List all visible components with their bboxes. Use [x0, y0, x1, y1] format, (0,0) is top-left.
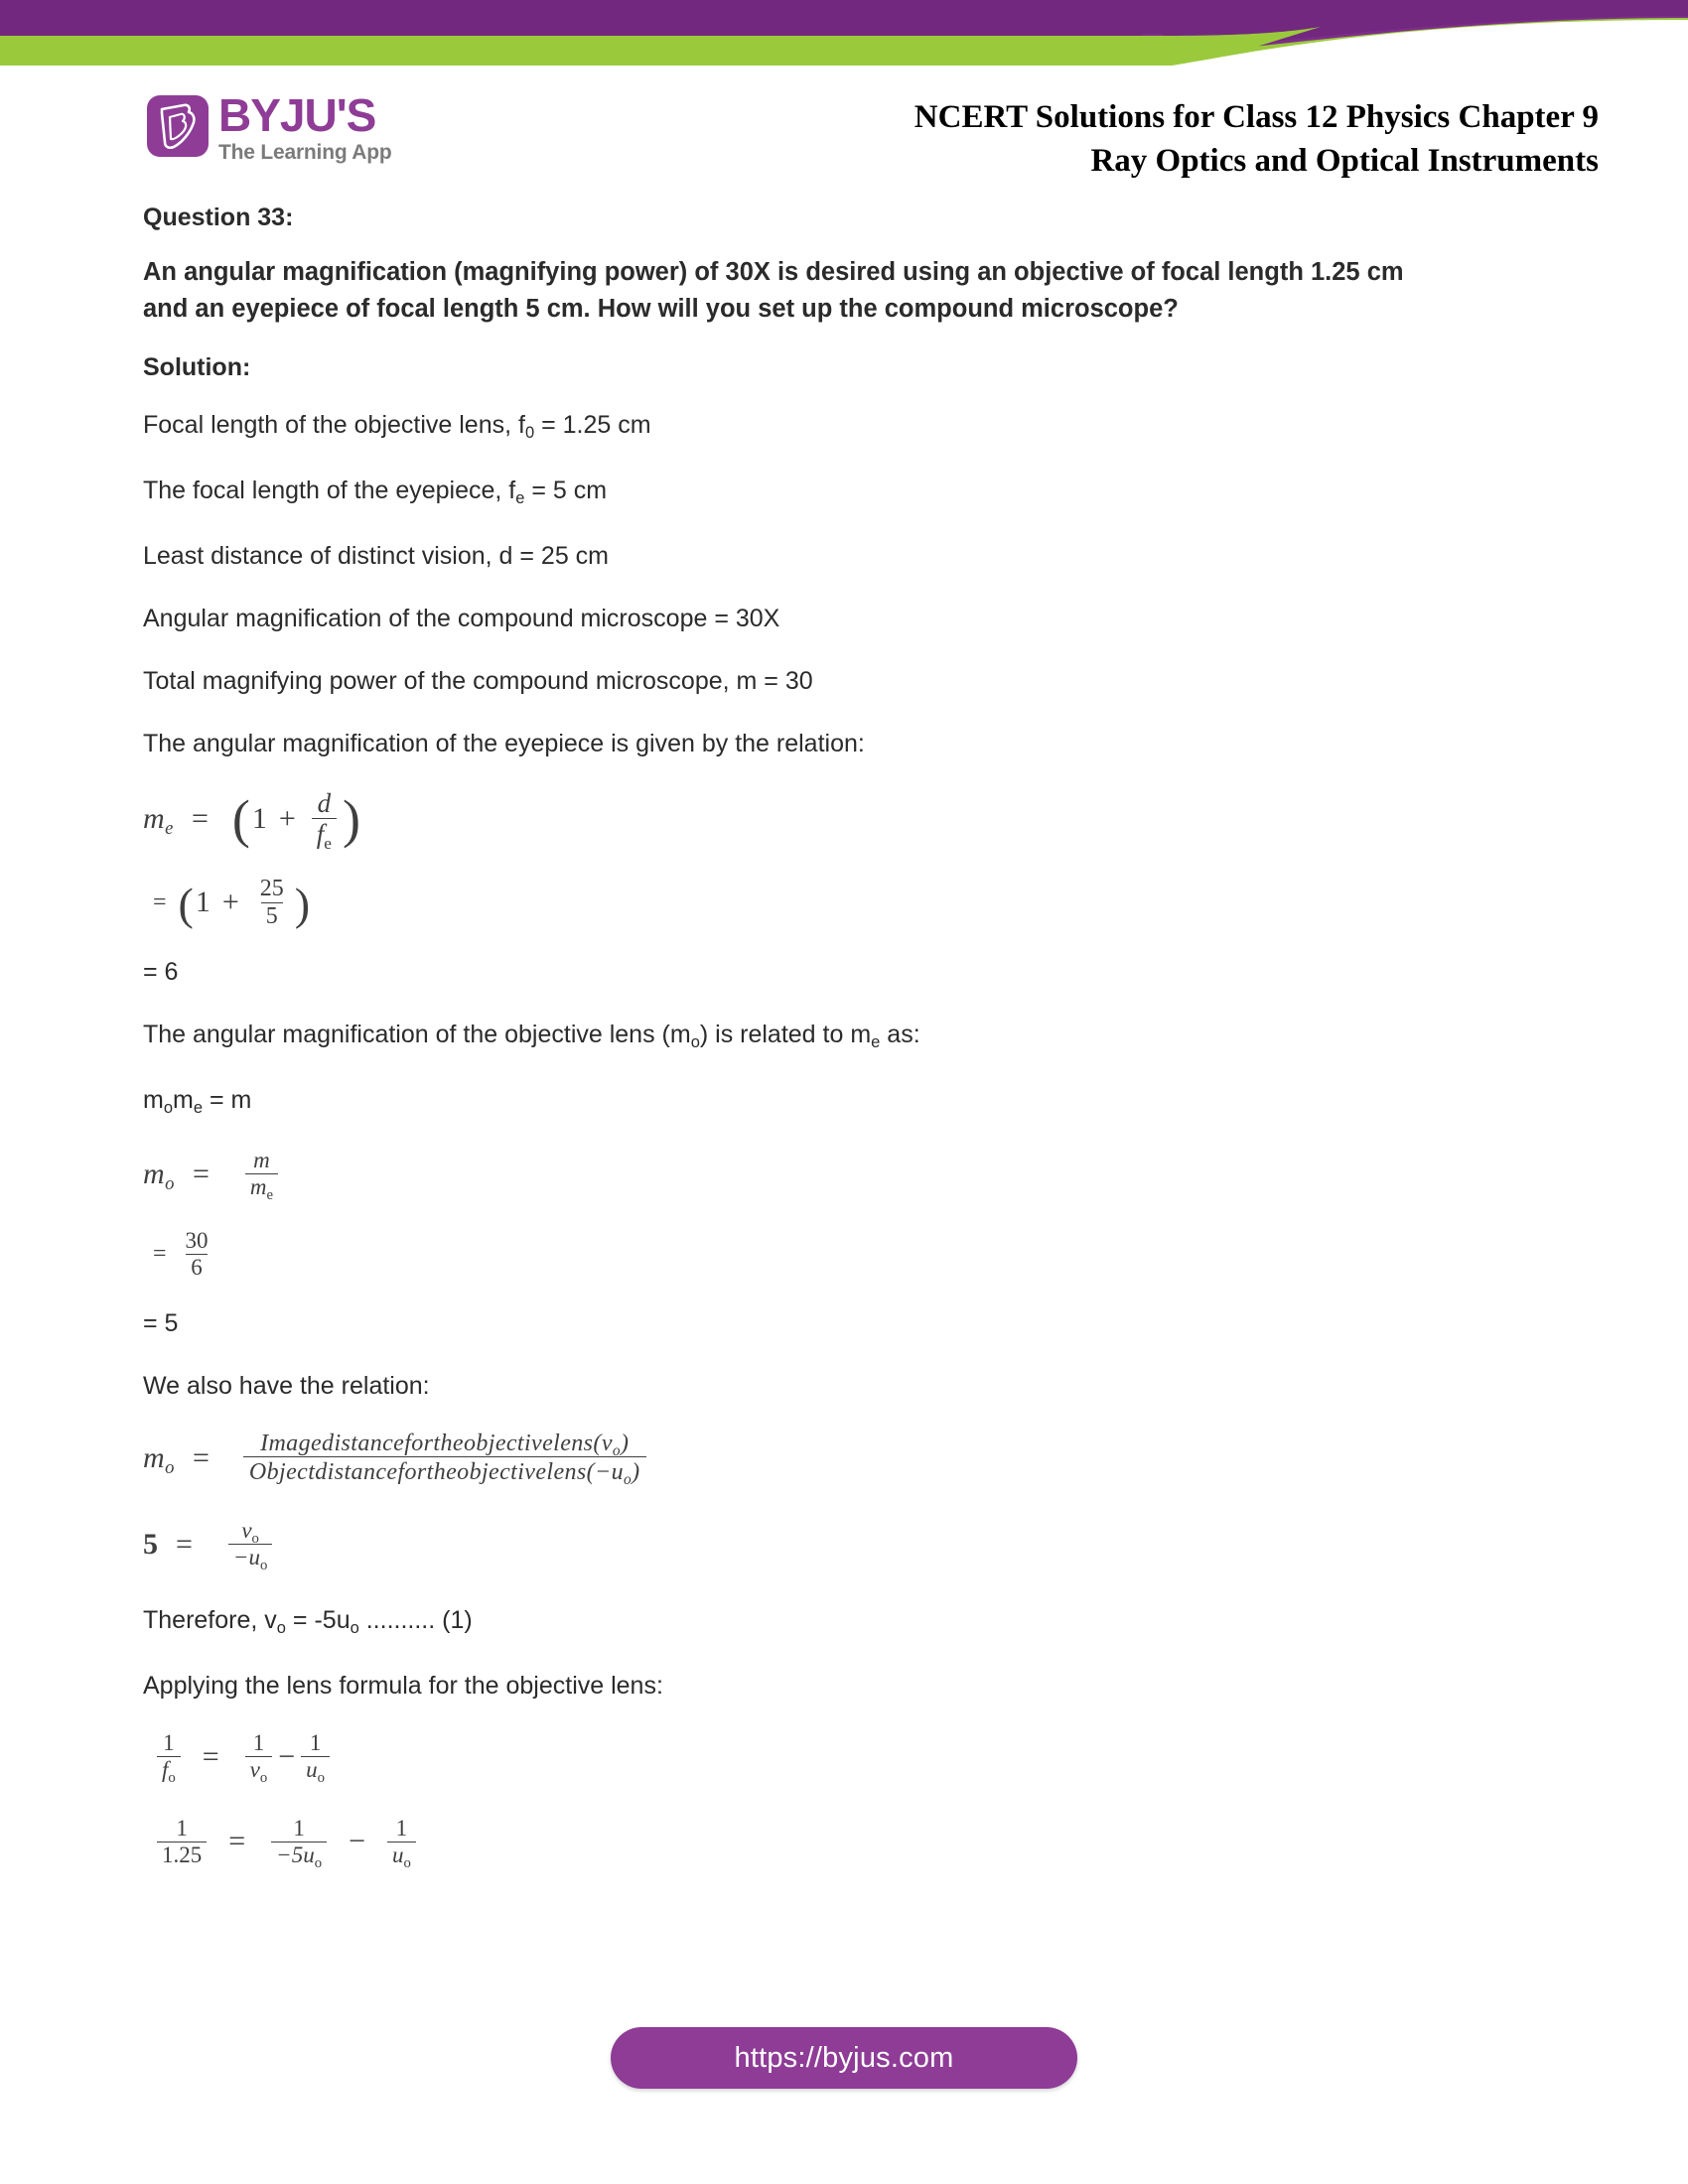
me-equals: =	[191, 801, 209, 835]
result-me-value: = 6	[143, 958, 179, 987]
lenssub-rhs2-num: 1	[395, 1815, 408, 1841]
mo-sub-equals: =	[153, 1241, 167, 1268]
mo-words-fraction	[243, 1430, 646, 1488]
line-mome-equals-m	[143, 1083, 1553, 1120]
lens-lhs-fraction	[157, 1730, 181, 1787]
question-label: Question 33:	[143, 204, 294, 231]
page-footer	[0, 2005, 1688, 2184]
lens-rhs2-den: $u_o$	[301, 1756, 330, 1782]
me-sub-plus: +	[221, 886, 239, 919]
me-sub-open-paren: (	[178, 878, 194, 929]
lenssub-rhs1-fraction	[271, 1815, 327, 1871]
mo-lhs: $m_o$	[143, 1157, 175, 1194]
formula-mo-definition	[143, 1148, 1553, 1204]
byjus-b-icon	[147, 95, 209, 157]
mo-equals: =	[192, 1157, 210, 1190]
me-sub-numerator: 25	[259, 875, 284, 901]
line-objective-relation-intro	[143, 1018, 1553, 1054]
five-fraction	[228, 1518, 272, 1573]
obj-rel-b: ) is related to m	[699, 1021, 872, 1049]
line-therefore-vo	[143, 1603, 1553, 1640]
formula-me-substituted	[143, 877, 1553, 929]
line-focal-length-eyepiece	[143, 474, 1553, 510]
obj-rel-sub1: o	[690, 1033, 700, 1051]
formula-me-definition	[143, 788, 1553, 854]
lens-rhs1-den: $v_o$	[245, 1756, 273, 1782]
focal-objective-sub: 0	[524, 423, 535, 442]
mo-sub-denominator: 6	[186, 1254, 208, 1280]
mome-c: = m	[203, 1086, 252, 1115]
lenssub-lhs-den: 1.25	[157, 1842, 207, 1867]
lens-minus: −	[278, 1739, 296, 1773]
five-lhs: 5	[143, 1527, 158, 1561]
line-angular-magnification: Angular magnification of the compound microscope = 30X	[143, 605, 780, 632]
lens-lhs-num: 1	[163, 1730, 175, 1756]
mo-words-lhs: $m_o$	[143, 1440, 175, 1478]
focal-objective-text-a: Focal length of the objective lens, f	[143, 411, 525, 439]
five-numerator: $v_o$	[241, 1518, 259, 1547]
lens-rhs1-fraction	[245, 1730, 273, 1787]
mo-words-numerator: $Imagedistancefortheobjectivelens(v_o)$	[260, 1430, 630, 1459]
byjus-url-button[interactable]	[611, 2027, 1077, 2089]
me-lhs: $m_e$	[143, 801, 174, 839]
formula-mo-words	[143, 1430, 1553, 1488]
mo-fraction	[245, 1148, 278, 1204]
focal-eyepiece-sub: e	[515, 488, 525, 507]
line-applying-lens-formula: Applying the lens formula for the objective lens:	[143, 1672, 663, 1701]
me-plus: +	[278, 801, 296, 835]
result-mo-value: = 5	[143, 1308, 179, 1337]
me-sub-one: 1	[195, 886, 211, 919]
lens-rhs2-num: 1	[309, 1730, 322, 1756]
lenssub-rhs2-den: $u_o$	[387, 1842, 416, 1867]
me-sub-fraction	[255, 877, 289, 929]
line-total-magnifying-power: Total magnifying power of the compound microscope, m = 30	[143, 667, 813, 695]
mome-sub1: o	[163, 1099, 174, 1117]
logo-subtitle: The Learning App	[218, 141, 392, 164]
therefore-a: Therefore, v	[143, 1606, 277, 1635]
obj-rel-a: The angular magnification of the objective lens (m	[143, 1021, 691, 1049]
top-banner	[0, 0, 1688, 79]
focal-eyepiece-text-b: = 5 cm	[524, 477, 608, 504]
mome-sub2: e	[193, 1099, 204, 1117]
focal-eyepiece-text-a: The focal length of the eyepiece, f	[143, 477, 516, 504]
me-denominator: $f_e$	[312, 818, 337, 848]
obj-rel-c: as:	[880, 1021, 920, 1049]
lenssub-rhs1-den: $-5u_o$	[271, 1842, 327, 1867]
five-denominator: $-u_o$	[228, 1544, 272, 1570]
me-one: 1	[251, 801, 267, 835]
lenssub-equals: =	[228, 1825, 246, 1858]
banner-purple-bar	[0, 0, 1172, 34]
line-we-also-have: We also have the relation:	[143, 1371, 430, 1400]
line-least-distance: Least distance of distinct vision, d = 25 cm	[143, 542, 609, 570]
lenssub-lhs-num: 1	[176, 1815, 188, 1841]
page-title	[914, 95, 1599, 183]
byjus-logo	[147, 89, 392, 165]
line-focal-length-objective	[143, 408, 1553, 445]
page-title-line1: NCERT Solutions for Class 12 Physics Chapter 9	[914, 99, 1599, 135]
therefore-sub1: o	[276, 1619, 286, 1638]
lenssub-rhs2-fraction	[387, 1815, 416, 1871]
formula-lens	[143, 1730, 1553, 1787]
therefore-c: .......... (1)	[358, 1606, 473, 1635]
page-header	[0, 77, 1688, 197]
me-sub-denominator: 5	[261, 902, 283, 929]
focal-objective-text-b: = 1.25 cm	[534, 411, 651, 439]
lens-equals: =	[202, 1739, 219, 1773]
lenssub-rhs1-num: 1	[293, 1815, 305, 1841]
lens-rhs2-fraction	[301, 1730, 330, 1787]
lenssub-lhs-fraction	[157, 1817, 207, 1867]
me-sub-close-paren: )	[294, 878, 311, 929]
formula-lens-substituted	[143, 1815, 1553, 1871]
lens-lhs-den: $f_o$	[157, 1756, 181, 1782]
me-fraction	[312, 788, 337, 854]
lens-rhs1-num: 1	[252, 1730, 265, 1756]
mo-sub-fraction	[181, 1229, 213, 1280]
five-equals: =	[176, 1527, 193, 1561]
solution-label: Solution:	[143, 353, 251, 381]
therefore-b: = -5u	[285, 1606, 351, 1635]
page-title-line2: Ray Optics and Optical Instruments	[1090, 143, 1599, 179]
mo-denominator: $m_e$	[245, 1173, 278, 1199]
lenssub-minus: −	[349, 1825, 365, 1858]
logo-title: BYJU'S	[218, 89, 376, 141]
me-numerator: d	[317, 788, 332, 818]
mo-numerator: m	[253, 1148, 270, 1173]
banner-green-bar	[0, 36, 1172, 58]
line-eyepiece-relation-intro: The angular magnification of the eyepiece is given by the relation:	[143, 730, 865, 757]
formula-mo-substituted	[143, 1229, 1553, 1280]
obj-rel-sub2: e	[871, 1033, 881, 1051]
mo-words-equals: =	[192, 1440, 210, 1474]
question-text: An angular magnification (magnifying power) of 30X is desired using an objective of focal length 1.25 cm and an eyepiece of focal length 5 cm. How will you set up the compound microscope?	[143, 258, 1404, 323]
formula-five-equals	[143, 1518, 1553, 1573]
me-sub-equals: =	[153, 888, 167, 915]
therefore-sub2: o	[350, 1619, 359, 1638]
byjus-url-label: https://byjus.com	[734, 2041, 954, 2074]
mome-a: m	[143, 1086, 164, 1115]
me-close-paren: )	[342, 789, 360, 850]
document-content	[143, 204, 1553, 1877]
mome-b: m	[173, 1086, 194, 1115]
me-open-paren: (	[231, 789, 250, 850]
mo-sub-numerator: 30	[185, 1228, 209, 1254]
mo-words-denominator: $Objectdistancefortheobjectivelens(-u_o)$	[243, 1456, 646, 1485]
